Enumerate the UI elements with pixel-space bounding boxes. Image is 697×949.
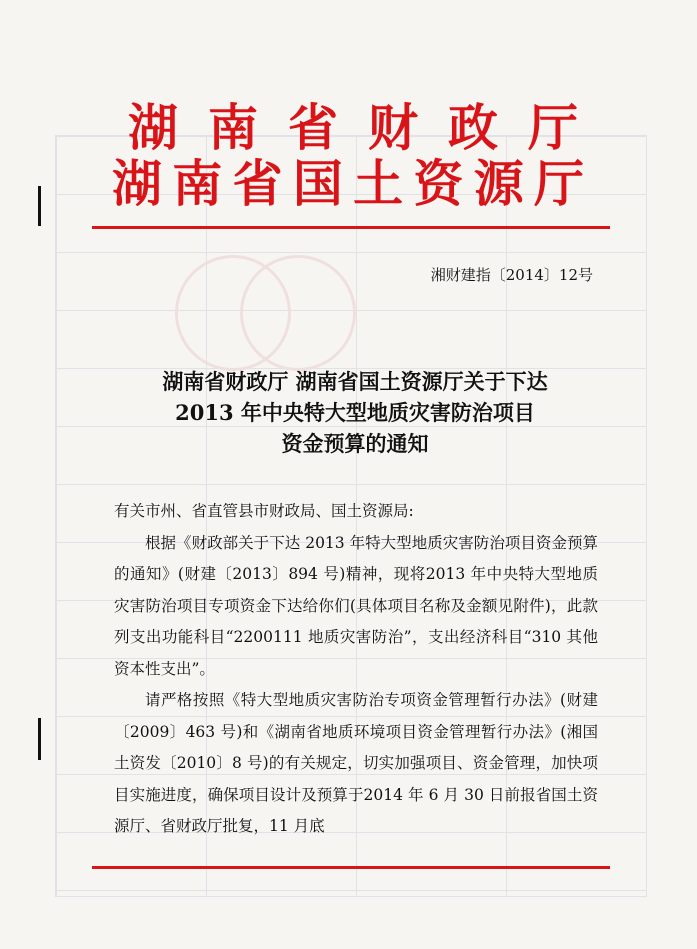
body-paragraph-1: 根据《财政部关于下达 2013 年特大型地质灾害防治项目资金预算的通知》(财建〔2013〕894 号)精神，现将2013 年中央特大型地质灾害防治项目专项资金下达给你们(具体项目名称及金额见附件)，此款列支出功能科目“2200111 地质灾害防治”，支出经济科目“310 其他资本性支出”。	[114, 533, 598, 678]
notice-title-line-3: 资金预算的通知	[281, 431, 429, 456]
document-number: 湘财建指〔2014〕12号	[430, 266, 593, 284]
addressee: 有关市州、省直管县市财政局、国土资源局:	[114, 502, 414, 520]
bleed-through-seal	[175, 255, 291, 371]
letterhead-line-1: 湖南省财政厅	[128, 99, 578, 157]
notice-body	[114, 496, 598, 843]
binding-mark	[38, 186, 41, 226]
binding-mark	[38, 718, 41, 760]
bleed-through-seal	[240, 255, 356, 371]
notice-title-line-1: 湖南省财政厅 湖南省国土资源厅关于下达	[162, 369, 548, 394]
footer-rule	[92, 866, 610, 869]
letterhead-line-2: 湖南省国土资源厅	[112, 155, 584, 213]
body-paragraph-2: 请严格按照《特大型地质灾害防治专项资金管理暂行办法》(财建〔2009〕463 号)和《湖南省地质环境项目资金管理暂行办法》(湘国土资发〔2010〕8 号)的有关规定，切实加强项目、资金管理，加快项目实施进度，确保项目设计及预算于2014 年 6 月 30 日前报省国土资源厅、省财政厅批复，11 月底	[114, 691, 598, 835]
notice-title-line-2: 2013 年中央特大型地质灾害防治项目	[175, 400, 535, 425]
letterhead-rule	[92, 226, 610, 229]
